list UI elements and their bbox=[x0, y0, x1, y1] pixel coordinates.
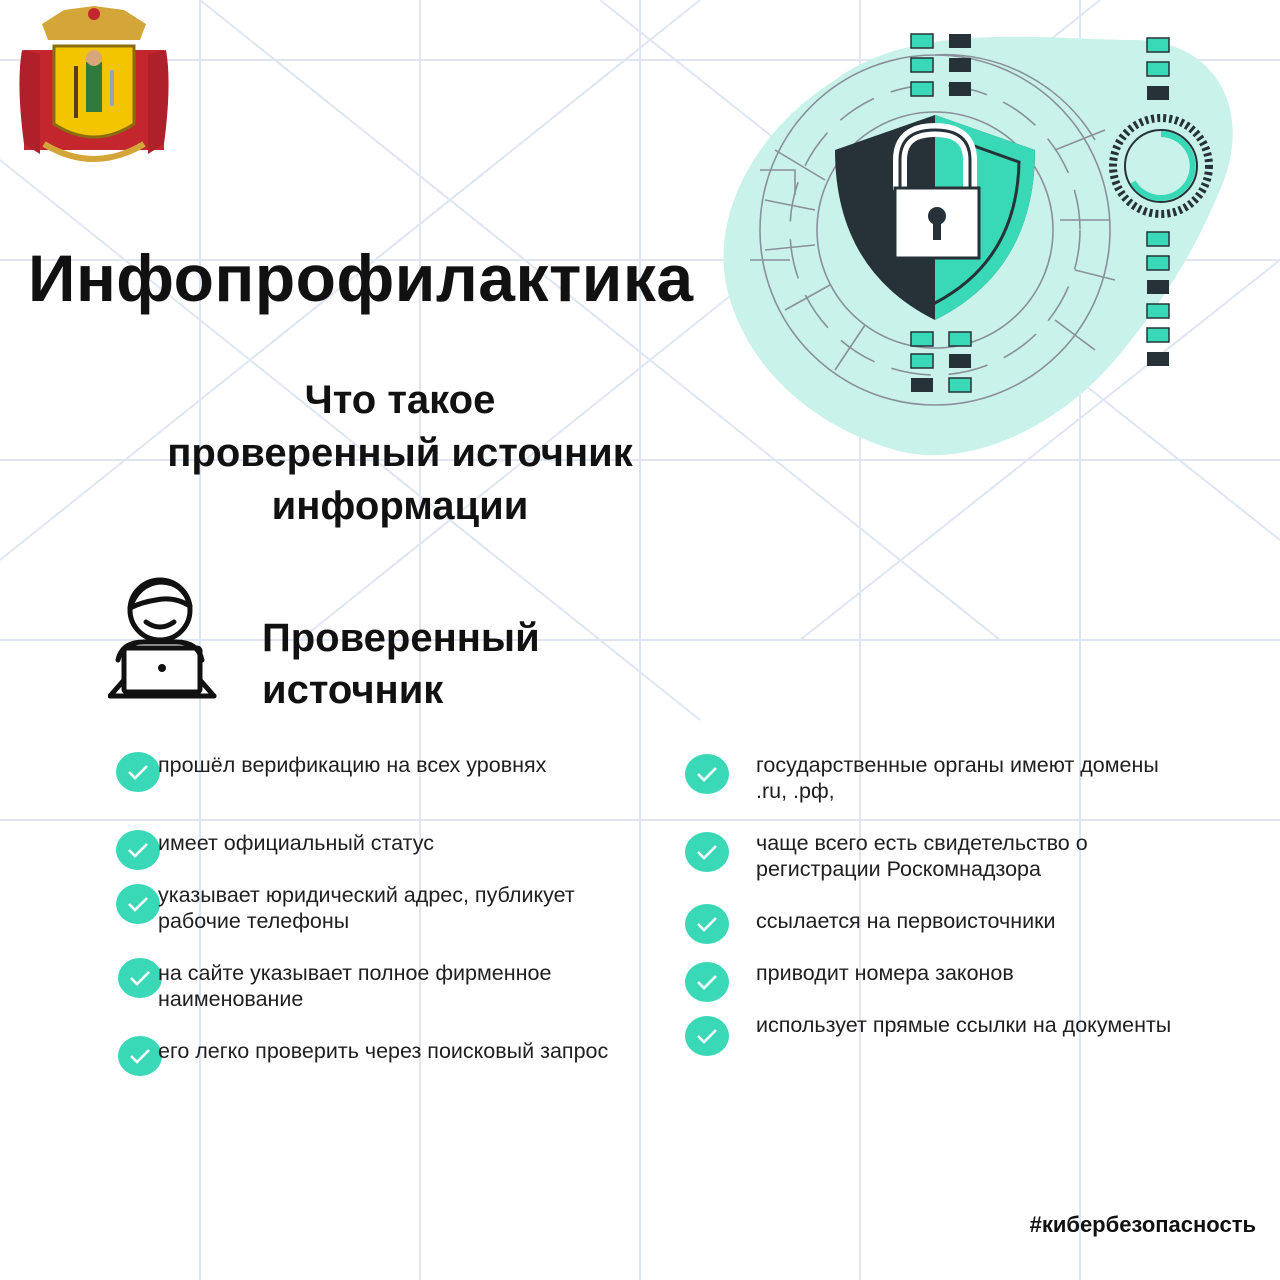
person-laptop-icon bbox=[108, 570, 220, 705]
list-item: указывает юридический адрес, публикует рабочие телефоны bbox=[158, 883, 575, 933]
list-item: государственные органы имеют домены .ru, .рф, bbox=[756, 753, 1159, 803]
check-icon bbox=[685, 754, 729, 794]
subtitle-line-1: Что такое bbox=[304, 378, 496, 422]
coat-of-arms-icon bbox=[14, 4, 174, 174]
check-icon bbox=[116, 830, 160, 870]
hashtag: #кибербезопасность bbox=[1029, 1212, 1256, 1237]
main-title: Инфопрофилактика bbox=[28, 241, 694, 315]
check-icon bbox=[685, 832, 729, 872]
subtitle bbox=[60, 374, 740, 533]
section-title-line-1: Проверенный bbox=[262, 616, 540, 660]
check-icon bbox=[685, 962, 729, 1002]
list-item: ссылается на первоисточники bbox=[756, 909, 1056, 933]
list-item: чаще всего есть свидетельство о регистрации Роскомнадзора bbox=[756, 831, 1088, 881]
list-item: его легко проверить через поисковый запрос bbox=[158, 1039, 609, 1063]
check-icon bbox=[118, 958, 162, 998]
list-item: на сайте указывает полное фирменное наименование bbox=[158, 961, 552, 1011]
section-title bbox=[262, 612, 540, 716]
shield-lock-illustration bbox=[715, 20, 1245, 465]
check-icon bbox=[685, 1016, 729, 1056]
list-item: имеет официальный статус bbox=[158, 831, 434, 855]
check-icon bbox=[116, 752, 160, 792]
check-icon bbox=[116, 884, 160, 924]
list-item: использует прямые ссылки на документы bbox=[756, 1013, 1172, 1037]
subtitle-line-2: проверенный источник bbox=[167, 431, 633, 475]
section-title-line-2: источник bbox=[262, 668, 444, 712]
list-item: приводит номера законов bbox=[756, 961, 1014, 985]
list-item: прошёл верификацию на всех уровнях bbox=[158, 753, 547, 777]
check-icon bbox=[685, 904, 729, 944]
subtitle-line-3: информации bbox=[271, 484, 529, 528]
check-icon bbox=[118, 1036, 162, 1076]
